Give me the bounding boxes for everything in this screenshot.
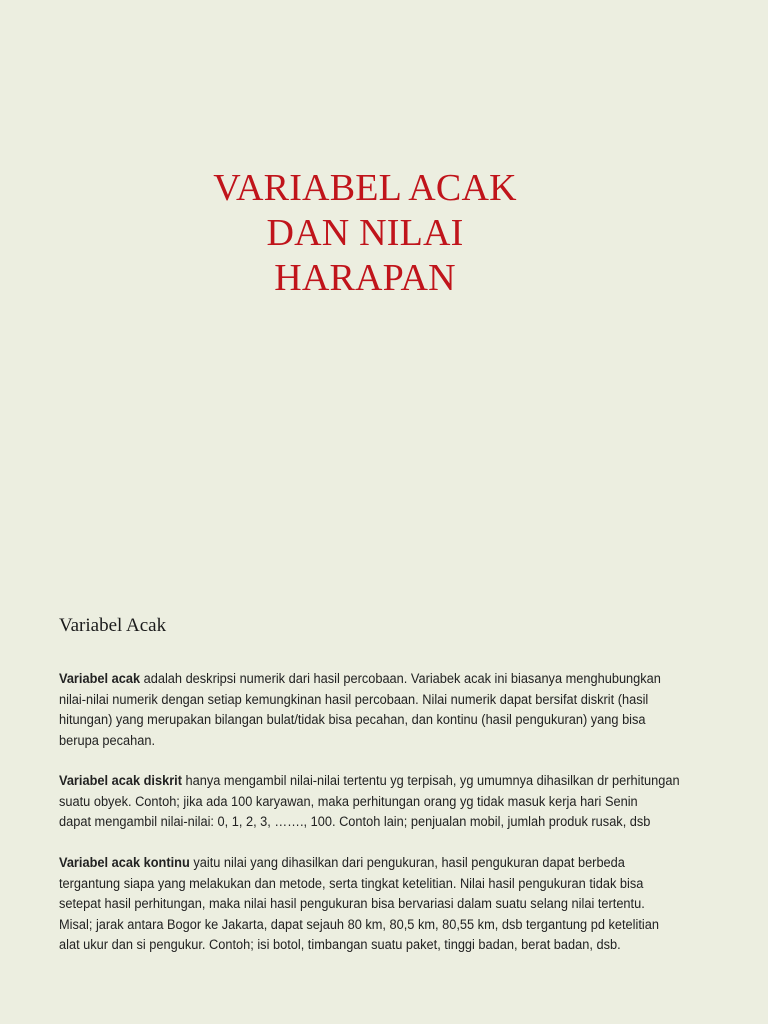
title-line-3: HARAPAN <box>274 257 456 299</box>
paragraph-line: Misal; jarak antara Bogor ke Jakarta, dapat sejauh 80 km, 80,5 km, 80,55 km, dsb tergantung pd ketelitian <box>59 916 659 932</box>
title-line-2: DAN NILAI <box>266 212 464 254</box>
paragraph-line: setepat hasil perhitungan, maka nilai hasil pengukuran bisa bervariasi dalam suatu selang nilai tertentu. <box>59 896 645 912</box>
paragraph-variabel-acak-diskrit <box>59 771 708 833</box>
paragraph-line: hanya mengambil nilai-nilai tertentu yg terpisah, yg umumnya dihasilkan dr perhitungan <box>181 773 680 788</box>
paragraph-variabel-acak-kontinu <box>59 853 708 956</box>
paragraph-line: suatu obyek. Contoh; jika ada 100 karyawan, maka perhitungan orang yg tidak masuk kerja hari Senin <box>59 793 638 809</box>
section-heading: Variabel Acak <box>59 615 167 636</box>
paragraph-line: hitungan) yang merupakan bilangan bulat/tidak bisa pecahan, dan kontinu (hasil pengukuran) yang bisa <box>59 712 646 728</box>
paragraph-line: yaitu nilai yang dihasilkan dari pengukuran, hasil pengukuran dapat berbeda <box>189 855 625 870</box>
term-variabel-acak-kontinu: Variabel acak kontinu <box>59 855 190 870</box>
term-variabel-acak: Variabel acak <box>59 671 141 686</box>
paragraph-line: nilai-nilai numerik dengan setiap kemungkinan hasil percobaan. Nilai numerik dapat bersifat diskrit (hasil <box>59 691 649 707</box>
paragraph-line: berupa pecahan. <box>59 732 155 748</box>
term-variabel-acak-diskrit: Variabel acak diskrit <box>59 773 182 788</box>
title-line-1: VARIABEL ACAK <box>213 167 517 209</box>
document-title <box>0 166 730 301</box>
paragraph-line: alat ukur dan si pengukur. Contoh; isi botol, timbangan suatu paket, tinggi badan, berat badan, dsb. <box>59 937 621 953</box>
paragraph-line: tergantung siapa yang melakukan dan metode, serta tingkat ketelitian. Nilai hasil pengukuran tidak bisa <box>59 875 644 891</box>
paragraph-line: adalah deskripsi numerik dari hasil percobaan. Variabek acak ini biasanya menghubungkan <box>140 671 661 686</box>
paragraph-line: dapat mengambil nilai-nilai: 0, 1, 2, 3, ……., 100. Contoh lain; penjualan mobil, jumlah produk rusak, dsb <box>59 814 651 830</box>
paragraph-variabel-acak <box>59 669 708 751</box>
